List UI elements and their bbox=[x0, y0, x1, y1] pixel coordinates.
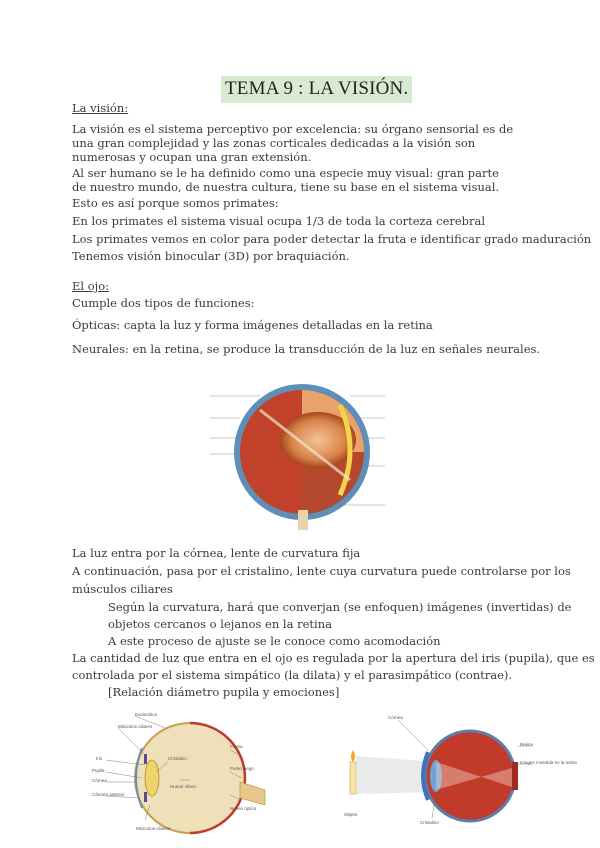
image-formation-diagram-right bbox=[340, 712, 577, 842]
label-fovea: Fóvea bbox=[230, 744, 243, 749]
label-optic-nerve: Nervio óptico bbox=[230, 806, 257, 811]
label-sclera: Esclerótica bbox=[135, 712, 158, 717]
vision-paragraph-1: La visión es el sistema perceptivo por excelencia: su órgano sensorial es de una gran complejidad y las zonas corticales dedicadas a la visión son numerosas y ocupan una gran extensión. bbox=[72, 122, 514, 164]
eye-paragraph-2: Ópticas: capta la luz y forma imágenes detalladas en la retina bbox=[72, 318, 433, 332]
optic-nerve-shape bbox=[240, 782, 265, 805]
section-heading-eye: El ojo: bbox=[72, 279, 110, 293]
label-ciliary-top: Músculos ciliares bbox=[118, 724, 153, 729]
vision-paragraph-2: Al ser humano se le ha definido como una especie muy visual: gran parte de nuestro mundo, de nuestra cultura, tiene su base en el sistema visual. bbox=[72, 166, 500, 194]
vision-paragraph-3: Esto es así porque somos primates: bbox=[72, 196, 279, 210]
label-retina-right: Retina bbox=[520, 742, 534, 747]
eye-paragraph-1: Cumple dos tipos de funciones: bbox=[72, 296, 255, 310]
label-lens-right: Cristalino bbox=[420, 820, 439, 825]
light-line-5b: controlada por el sistema simpático (la dilata) y el parasimpático (contrae). bbox=[72, 668, 513, 682]
candle-flame-icon bbox=[351, 750, 355, 762]
light-line-3a: Según la curvatura, hará que converjan (se enfoquen) imágenes (invertidas) de bbox=[108, 600, 572, 614]
light-line-3b: objetos cercanos o lejanos en la retina bbox=[108, 617, 332, 631]
page-title: TEMA 9 : LA VISIÓN. bbox=[221, 76, 412, 103]
light-line-2b: músculos ciliares bbox=[72, 582, 173, 596]
label-iris: Iris bbox=[96, 756, 102, 761]
eye-paragraph-3: Neurales: en la retina, se produce la transducción de la luz en señales neurales. bbox=[72, 342, 541, 356]
label-cornea-right: Córnea bbox=[388, 715, 403, 720]
candle-object bbox=[350, 762, 356, 794]
vision-paragraph-4: En los primates el sistema visual ocupa 1/3 de toda la corteza cerebral bbox=[72, 214, 486, 228]
light-line-5a: La cantidad de luz que entra en el ojo es regulada por la apertura del iris (pupila), que es bbox=[72, 651, 595, 665]
lens-shape bbox=[145, 760, 159, 796]
vision-paragraph-5: Los primates vemos en color para poder detectar la fruta e identificar grado maduración bbox=[72, 232, 592, 246]
label-vitreous: Humor vítreo bbox=[170, 784, 197, 789]
light-line-1: La luz entra por la córnea, lente de curvatura fija bbox=[72, 546, 361, 560]
light-line-2a: A continuación, pasa por el cristalino, lente cuya curvatura puede controlarse por los bbox=[72, 564, 571, 578]
eye-anatomy-diagram-left bbox=[90, 710, 270, 845]
label-lens: Cristalino bbox=[168, 756, 187, 761]
label-blind-spot: Punto ciego bbox=[230, 766, 254, 771]
vision-paragraph-6: Tenemos visión binocular (3D) por braquiación. bbox=[72, 249, 350, 263]
label-object: Objeto bbox=[344, 812, 358, 817]
label-cornea: Córnea bbox=[92, 778, 107, 783]
section-heading-vision: La visión: bbox=[72, 101, 129, 115]
light-line-6: [Relación diámetro pupila y emociones] bbox=[108, 685, 340, 699]
label-ciliary-bottom: Músculos ciliares bbox=[136, 826, 171, 831]
label-pupil: Pupila bbox=[92, 768, 105, 773]
light-line-4: A este proceso de ajuste se le conoce como acomodación bbox=[108, 634, 441, 648]
label-anterior-chamber: Cámara anterior bbox=[92, 792, 125, 797]
label-inverted-image: Imagen invertida en la retina bbox=[520, 760, 577, 765]
eyeball-cross-section-figure bbox=[200, 370, 405, 535]
